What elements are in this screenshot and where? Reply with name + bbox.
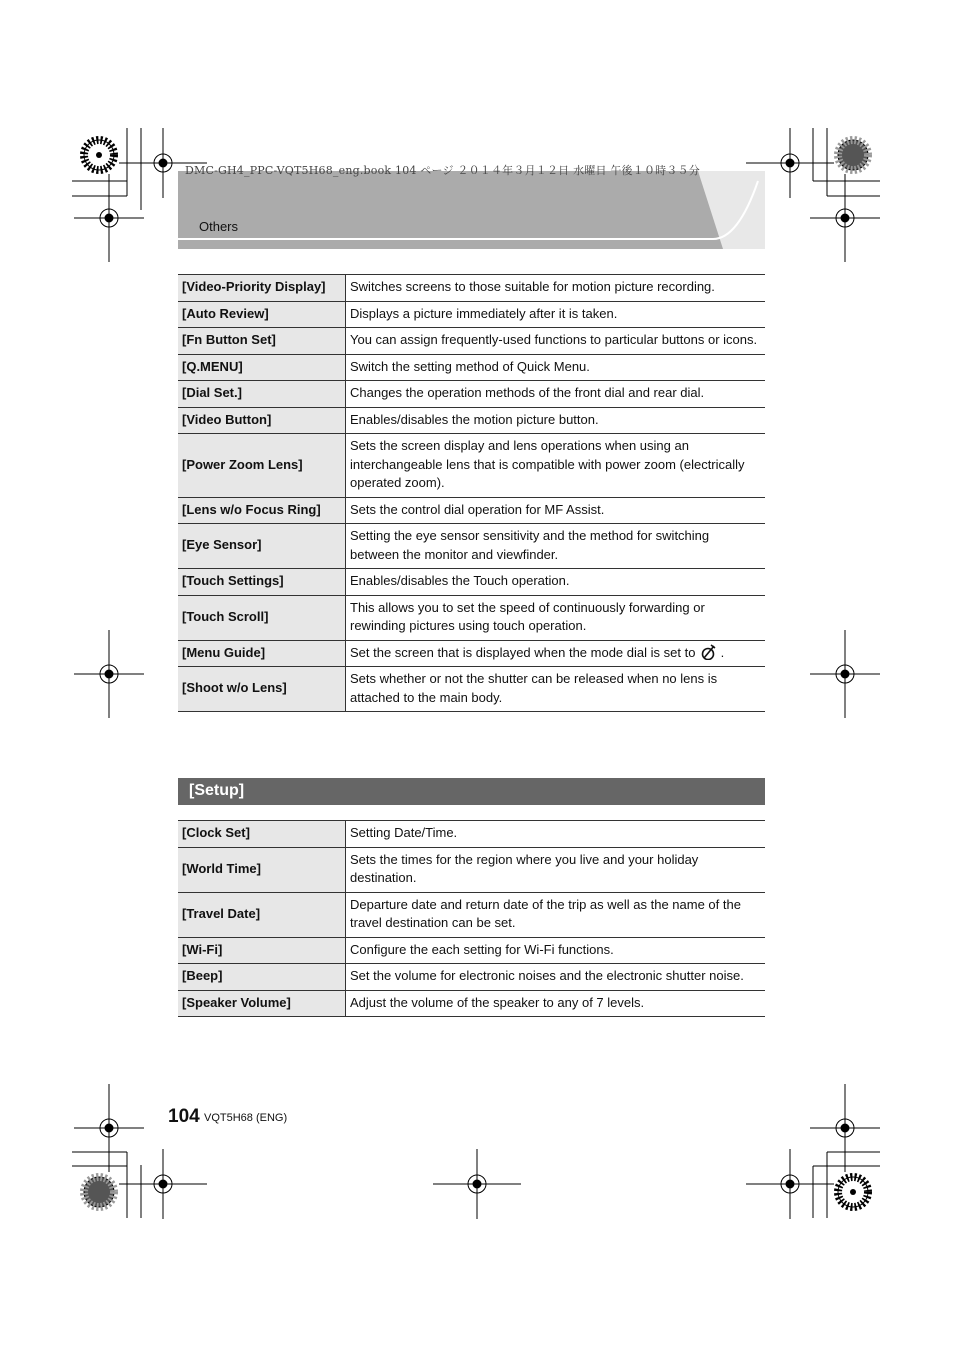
document-code: VQT5H68 (ENG)	[204, 1112, 288, 1124]
setting-name: [Touch Scroll]	[178, 595, 346, 640]
table-row	[178, 407, 765, 434]
setting-description: Enables/disables the Touch operation.	[346, 569, 766, 596]
setting-description: Sets the times for the region where you live and your holiday destination.	[346, 847, 766, 892]
table-row	[178, 275, 765, 302]
setting-name: [Video-Priority Display]	[178, 275, 346, 302]
setting-name: [Eye Sensor]	[178, 524, 346, 569]
setting-name: [Fn Button Set]	[178, 328, 346, 355]
table-row	[178, 964, 765, 991]
setting-description: Configure the each setting for Wi-Fi functions.	[346, 937, 766, 964]
table-row	[178, 821, 765, 848]
setting-name: [Power Zoom Lens]	[178, 434, 346, 498]
setting-name: [Video Button]	[178, 407, 346, 434]
table-row	[178, 497, 765, 524]
section-header-band	[178, 171, 765, 249]
table-row	[178, 328, 765, 355]
setting-description: Setting Date/Time.	[346, 821, 766, 848]
table-row	[178, 595, 765, 640]
print-header: DMC-GH4_PPC-VQT5H68_eng.book 104 ページ ２０１４年３月１２日 水曜日 午後１０時３５分	[185, 164, 700, 177]
band-curve-decoration	[178, 171, 765, 249]
setting-description: Setting the eye sensor sensitivity and the method for switching between the monitor and viewfinder.	[346, 524, 766, 569]
table-row	[178, 301, 765, 328]
setting-description	[346, 640, 766, 667]
setup-menu-table	[178, 820, 765, 1017]
setting-description: Sets the control dial operation for MF Assist.	[346, 497, 766, 524]
table-row	[178, 892, 765, 937]
table-row	[178, 847, 765, 892]
setting-name: [Auto Review]	[178, 301, 346, 328]
setting-name: [Speaker Volume]	[178, 990, 346, 1017]
setting-name: [Q.MENU]	[178, 354, 346, 381]
setting-name: [Touch Settings]	[178, 569, 346, 596]
setting-name: [World Time]	[178, 847, 346, 892]
custom-mode-icon	[699, 644, 717, 660]
setting-description: Set the volume for electronic noises and the electronic shutter noise.	[346, 964, 766, 991]
description-text: Set the screen that is displayed when the mode dial is set to	[350, 644, 696, 660]
table-row	[178, 569, 765, 596]
setting-description: Enables/disables the motion picture button.	[346, 407, 766, 434]
setting-name: [Beep]	[178, 964, 346, 991]
setting-name: [Lens w/o Focus Ring]	[178, 497, 346, 524]
table-row	[178, 354, 765, 381]
setting-name: [Shoot w/o Lens]	[178, 667, 346, 712]
setting-name: [Clock Set]	[178, 821, 346, 848]
setting-name: [Dial Set.]	[178, 381, 346, 408]
section-label: Others	[199, 219, 239, 234]
setting-description: Sets whether or not the shutter can be released when no lens is attached to the main body.	[346, 667, 766, 712]
table-row	[178, 640, 765, 667]
setup-section-bar	[178, 778, 765, 805]
setting-description: Switches screens to those suitable for motion picture recording.	[346, 275, 766, 302]
setting-description: You can assign frequently-used functions to particular buttons or icons.	[346, 328, 766, 355]
setting-description: Switch the setting method of Quick Menu.	[346, 354, 766, 381]
description-suffix: .	[720, 644, 725, 660]
setting-description: Changes the operation methods of the front dial and rear dial.	[346, 381, 766, 408]
table-row	[178, 667, 765, 712]
table-row	[178, 434, 765, 498]
setting-name: [Wi-Fi]	[178, 937, 346, 964]
page-number: 104	[168, 1106, 200, 1127]
table-row	[178, 381, 765, 408]
table-row	[178, 937, 765, 964]
setting-description: Displays a picture immediately after it is taken.	[346, 301, 766, 328]
table-row	[178, 990, 765, 1017]
setup-title: [Setup]	[189, 782, 245, 799]
setting-name: [Travel Date]	[178, 892, 346, 937]
setting-description: Sets the screen display and lens operations when using an interchangeable lens that is compatible with power zoom (electrically operated zoom).	[346, 434, 766, 498]
table-row	[178, 524, 765, 569]
setting-description: This allows you to set the speed of continuously forwarding or rewinding pictures using touch operation.	[346, 595, 766, 640]
custom-menu-table	[178, 274, 765, 712]
setting-description: Departure date and return date of the trip as well as the name of the travel destination can be set.	[346, 892, 766, 937]
setting-description: Adjust the volume of the speaker to any of 7 levels.	[346, 990, 766, 1017]
setting-name: [Menu Guide]	[178, 640, 346, 667]
